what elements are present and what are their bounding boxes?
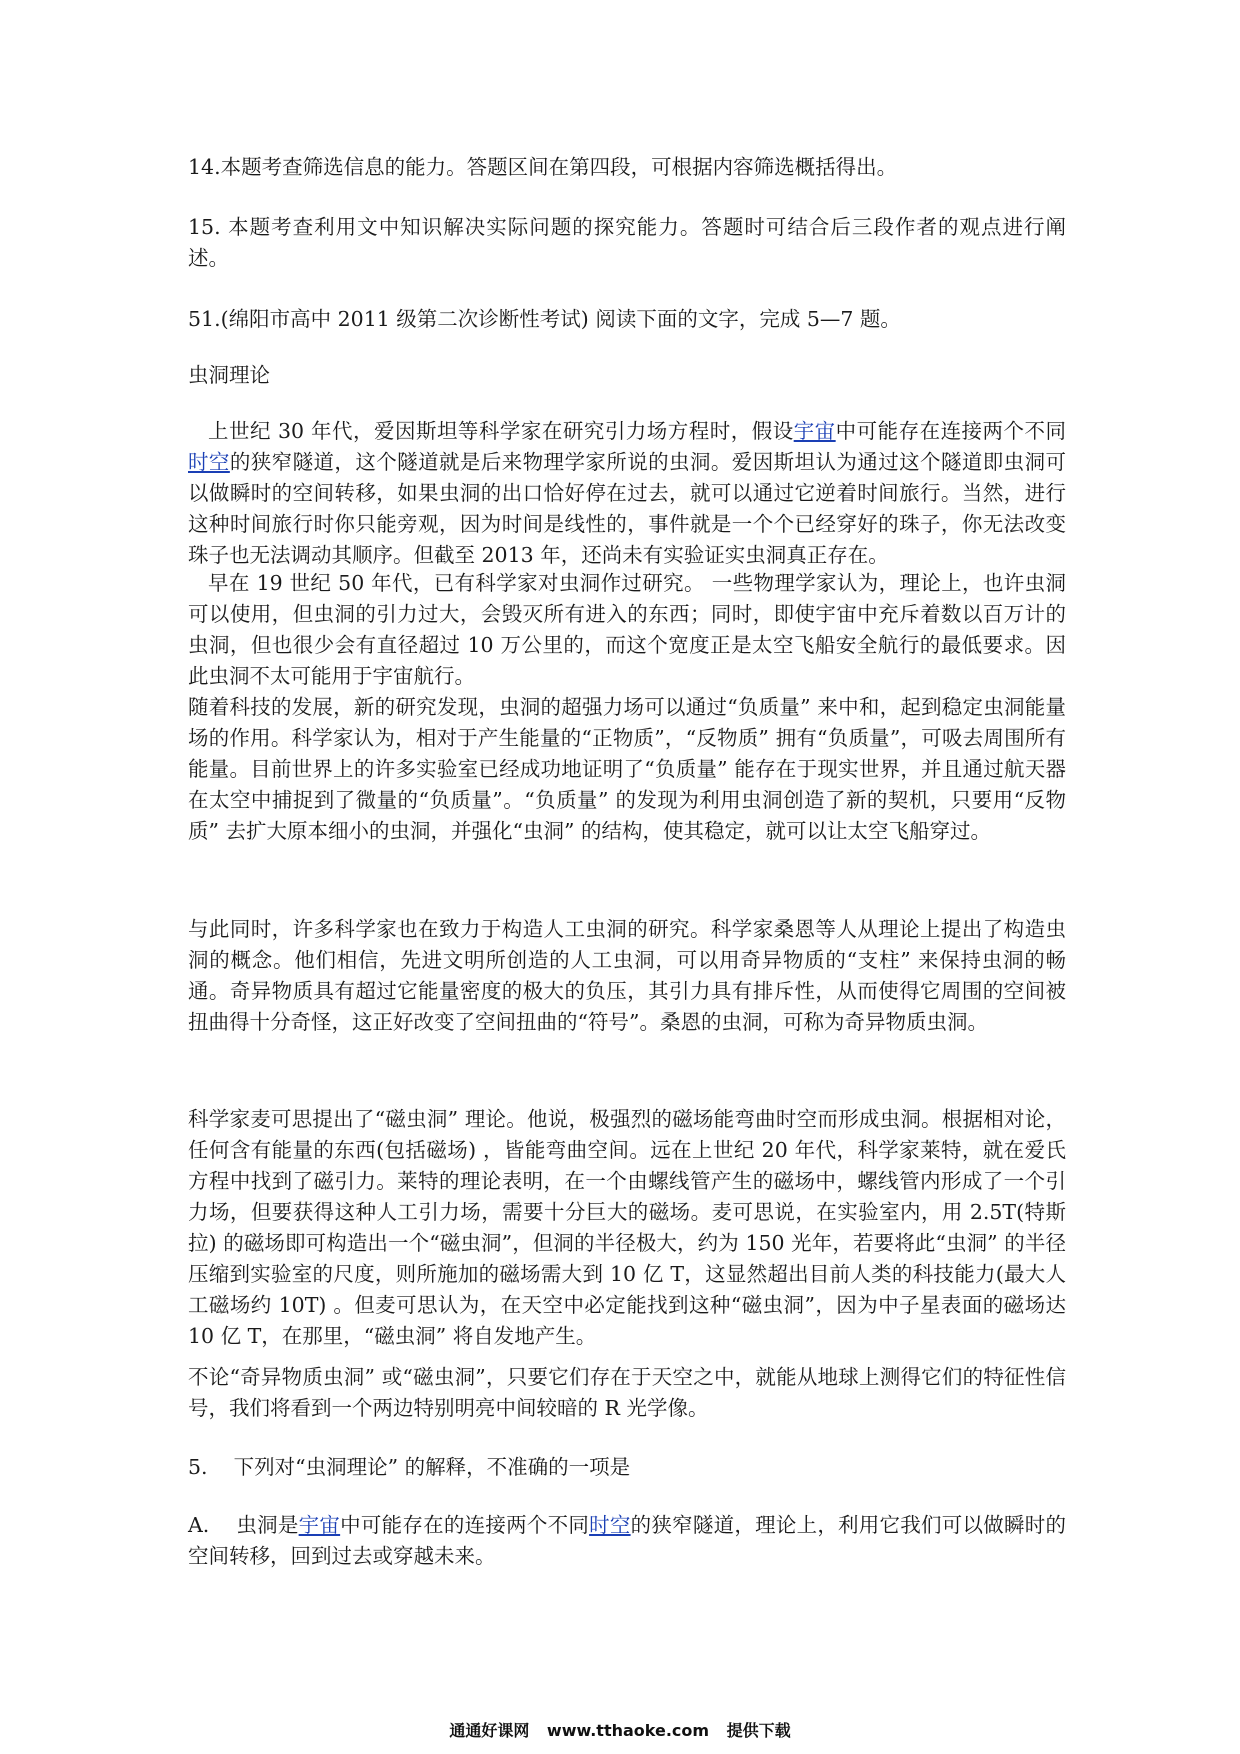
paragraph-6: 不论“奇异物质虫洞” 或“磁虫洞”，只要它们存在于天空之中，就能从地球上测得它们的特征性信号，我们将看到一个两边特别明亮中间较暗的 R 光学像。 xyxy=(188,1365,1066,1420)
footer-url[interactable]: www.tthaoke.com xyxy=(546,1721,710,1740)
paragraph-4: 与此同时，许多科学家也在致力于构造人工虫洞的研究。科学家桑恩等人从理论上提出了构造虫洞的概念。他们相信，先进文明所创造的人工虫洞，可以用奇异物质的“支柱” 来保持虫洞的畅通。奇异物质具有超过它能量密度的极大的负压，其引力具有排斥性，从而使得它周围的空间被扭曲得十分奇怪，这正好改变了空间扭曲的“符号”。桑恩的虫洞，可称为奇异物质虫洞。 xyxy=(188,917,1066,1034)
question-51-header: 51.(绵阳市高中 2011 级第二次诊断性考试) 阅读下面的文字，完成 5—7 题。 xyxy=(188,307,901,331)
footer-site-name: 通通好课网 xyxy=(449,1721,530,1740)
link-spacetime[interactable]: 时空 xyxy=(188,450,230,474)
footer-tagline: 提供下载 xyxy=(726,1721,791,1740)
option-a xyxy=(188,1510,1066,1572)
paragraph-5: 科学家麦可思提出了“磁虫洞” 理论。他说，极强烈的磁场能弯曲时空而形成虫洞。根据相对论，任何含有能量的东西(包括磁场) ，皆能弯曲空间。远在上世纪 20 年代，科学家莱特，就在爱氏方程中找到了磁引力。莱特的理论表明，在一个由螺线管产生的磁场中，螺线管内形成了一个引力场，但要获得这种人工引力场，需要十分巨大的磁场。麦可思说，在实验室内，用 2.5T(特斯拉) 的磁场即可构造出一个“磁虫洞”，但洞的半径极大，约为 150 光年，若要将此“虫洞” 的半径压缩到实验室的尺度，则所施加的磁场需大到 10 亿 T，这显然超出目前人类的科技能力(最大人工磁场约 10T) 。但麦可思认为，在天空中必定能找到这种“磁虫洞”，因为中子星表面的磁场达 10 亿 T，在那里，“磁虫洞” 将自发地产生。 xyxy=(188,1107,1066,1348)
paragraph-2: 早在 19 世纪 50 年代，已有科学家对虫洞作过研究。 一些物理学家认为，理论上，也许虫洞可以使用，但虫洞的引力过大，会毁灭所有进入的东西；同时，即使宇宙中充斥着数以百万计的虫洞，但也很少会有直径超过 10 万公里的，而这个宽度正是太空飞船安全航行的最低要求。因此虫洞不太可能用于宇宙航行。 xyxy=(188,571,1066,688)
paragraph-3: 随着科技的发展，新的研究发现，虫洞的超强力场可以通过“负质量” 来中和，起到稳定虫洞能量场的作用。科学家认为，相对于产生能量的“正物质”，“反物质” 拥有“负质量”，可吸去周围所有能量。目前世界上的许多实验室已经成功地证明了“负质量” 能存在于现实世界，并且通过航天器在太空中捕捉到了微量的“负质量”。“负质量” 的发现为利用虫洞创造了新的契机，只要用“反物质” 去扩大原本细小的虫洞，并强化“虫洞” 的结构，使其稳定，就可以让太空飞船穿过。 xyxy=(188,695,1066,843)
answer-note-15: 15. 本题考查利用文中知识解决实际问题的探究能力。答题时可结合后三段作者的观点进行阐述。 xyxy=(188,215,1066,270)
answer-note-14: 14.本题考查筛选信息的能力。答题区间在第四段，可根据内容筛选概括得出。 xyxy=(188,155,898,179)
question-5: 5. 下列对“虫洞理论” 的解释，不准确的一项是 xyxy=(188,1455,631,1479)
link-spacetime-option[interactable]: 时空 xyxy=(589,1513,631,1537)
option-a-part-c: 的狭窄隧道，理论上，利用它我们可以做瞬时的空间转移，回到过去或穿越未来。 xyxy=(188,1513,1067,1568)
option-a-part-a: A. 虫洞是 xyxy=(188,1513,299,1537)
article-title: 虫洞理论 xyxy=(188,363,270,387)
link-universe[interactable]: 宇宙 xyxy=(793,419,836,443)
page-footer xyxy=(0,1718,1240,1741)
link-universe-option[interactable]: 宇宙 xyxy=(298,1513,341,1537)
paragraph-1-part-b: 中可能存在连接两个不同 xyxy=(835,419,1066,443)
paragraph-1-part-c: 的狭窄隧道，这个隧道就是后来物理学家所说的虫洞。爱因斯坦认为通过这个隧道即虫洞可以做瞬时的空间转移，如果虫洞的出口恰好停在过去，就可以通过它逆着时间旅行。当然，进行这种时间旅行时你只能旁观，因为时间是线性的，事件就是一个个已经穿好的珠子，你无法改变珠子也无法调动其顺序。但截至 2013 年，还尚未有实验证实虫洞真正存在。 xyxy=(188,450,1067,567)
paragraph-1-part-a: 上世纪 30 年代，爱因斯坦等科学家在研究引力场方程时，假设 xyxy=(208,419,794,443)
paragraph-1 xyxy=(188,416,1066,571)
option-a-part-b: 中可能存在的连接两个不同 xyxy=(340,1513,590,1537)
